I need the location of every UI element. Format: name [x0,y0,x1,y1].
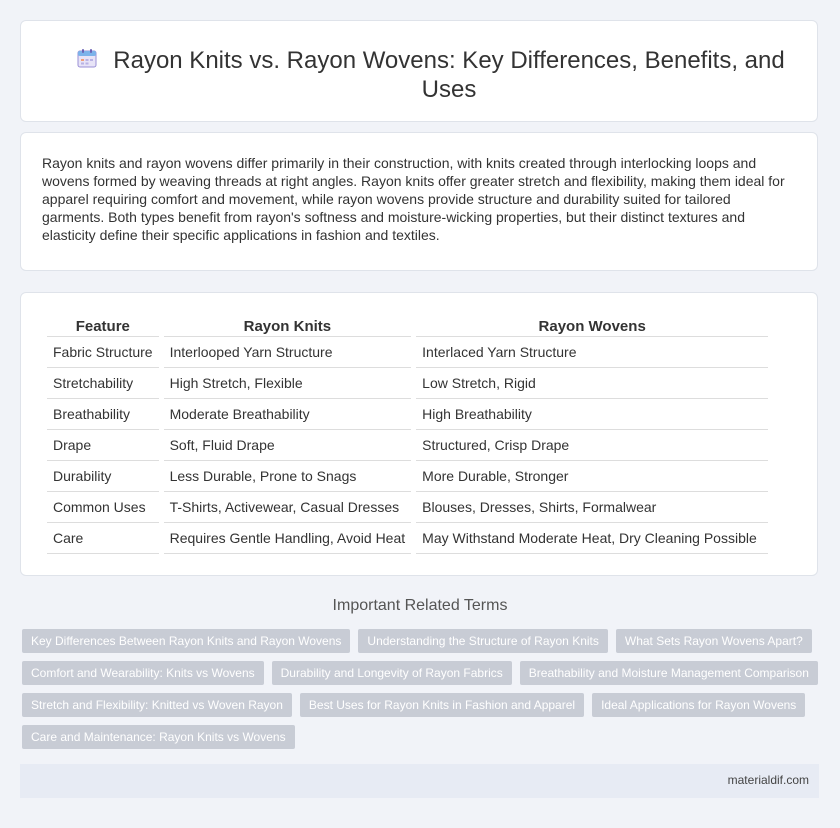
related-term-tag[interactable]: Breathability and Moisture Management Comparison [520,661,818,685]
cell-knits: Soft, Fluid Drape [164,430,412,461]
calendar-icon [77,48,97,68]
related-term-tag[interactable]: Stretch and Flexibility: Knitted vs Woven Rayon [22,693,292,717]
cell-feature: Drape [47,430,159,461]
cell-wovens: Interlaced Yarn Structure [416,337,768,368]
cell-feature: Common Uses [47,492,159,523]
cell-knits: Interlooped Yarn Structure [164,337,412,368]
page-title: Rayon Knits vs. Rayon Wovens: Key Differences, Benefits, and Uses [113,47,785,103]
cell-knits: Less Durable, Prone to Snags [164,461,412,492]
cell-knits: High Stretch, Flexible [164,368,412,399]
table-row [47,523,768,554]
cell-wovens: More Durable, Stronger [416,461,768,492]
related-terms-heading: Important Related Terms [332,597,508,614]
cell-wovens: May Withstand Moderate Heat, Dry Cleaning Possible [416,523,768,554]
cell-knits: T-Shirts, Activewear, Casual Dresses [164,492,412,523]
table-row [47,399,768,430]
header-rayon-wovens: Rayon Wovens [416,316,768,337]
related-term-tag[interactable]: Care and Maintenance: Rayon Knits vs Wovens [22,725,295,749]
cell-feature: Care [47,523,159,554]
table-header-row [47,316,768,337]
cell-feature: Breathability [47,399,159,430]
cell-feature: Durability [47,461,159,492]
table-row [47,337,768,368]
related-term-tag[interactable]: What Sets Rayon Wovens Apart? [616,629,812,653]
comparison-table [42,316,773,554]
related-terms-list [22,629,822,749]
related-term-tag[interactable]: Comfort and Wearability: Knits vs Wovens [22,661,264,685]
intro-paragraph: Rayon knits and rayon wovens differ primarily in their construction, with knits created through interlocking loops and wovens formed by weaving threads at right angles. Rayon knits offer greater stretch and flexibility, making them ideal for apparel requiring comfort and movement, while rayon wovens provide structure and durability suited for tailored garments. Both types benefit from rayon's softness and moisture-wicking properties, but their distinct textures and elasticity define their specific applications in fashion and textiles. [42,155,785,243]
comparison-card [20,292,818,576]
cell-knits: Requires Gentle Handling, Avoid Heat [164,523,412,554]
related-term-tag[interactable]: Key Differences Between Rayon Knits and Rayon Wovens [22,629,350,653]
footer-site-link[interactable]: materialdif.com [727,773,809,787]
cell-knits: Moderate Breathability [164,399,412,430]
cell-wovens: Blouses, Dresses, Shirts, Formalwear [416,492,768,523]
cell-wovens: Structured, Crisp Drape [416,430,768,461]
table-row [47,368,768,399]
related-term-tag[interactable]: Durability and Longevity of Rayon Fabrics [272,661,512,685]
table-row [47,492,768,523]
header-feature: Feature [47,316,159,337]
cell-wovens: High Breathability [416,399,768,430]
header-rayon-knits: Rayon Knits [164,316,412,337]
cell-wovens: Low Stretch, Rigid [416,368,768,399]
table-row [47,430,768,461]
related-term-tag[interactable]: Best Uses for Rayon Knits in Fashion and Apparel [300,693,584,717]
related-term-tag[interactable]: Understanding the Structure of Rayon Knits [358,629,607,653]
related-term-tag[interactable]: Ideal Applications for Rayon Wovens [592,693,805,717]
cell-feature: Stretchability [47,368,159,399]
footer [20,764,819,798]
table-row [47,461,768,492]
intro-card [20,132,818,271]
cell-feature: Fabric Structure [47,337,159,368]
title-card [20,20,818,122]
